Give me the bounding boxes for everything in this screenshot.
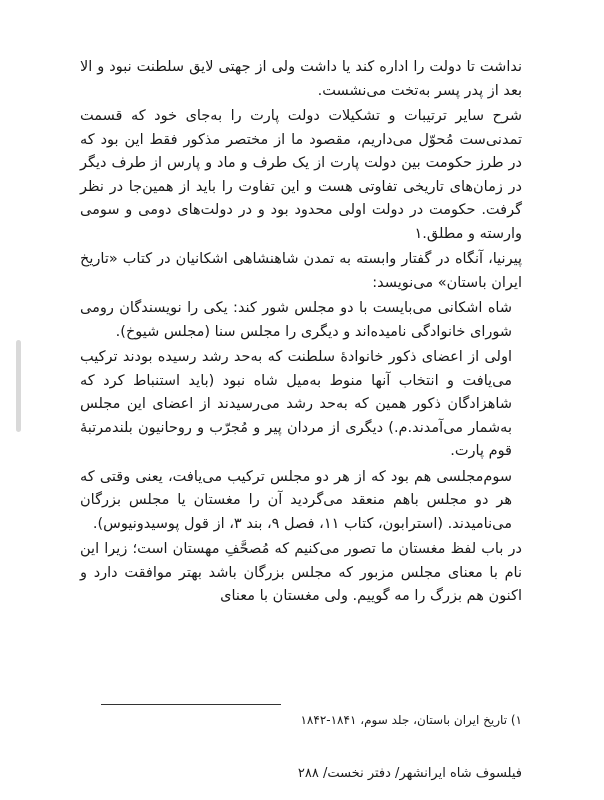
footnote-separator <box>101 704 281 705</box>
quote-paragraph: سوم‌مجلسی هم بود که از هر دو مجلس ترکیب می‌یافت، یعنی وقتی که هر دو مجلس باهم منعقد می‌گردید آن را مغستان یا مجلس بزرگان می‌نامیدند. (استرابون، کتاب ۱۱، فصل ۹، بند ۳، از قول پوسیدونیوس). <box>80 468 512 532</box>
page-body <box>80 56 522 611</box>
footnote: ۱) تاریخ ایران باستان، جلد سوم، ۱۸۴۱-۱۸۴۲ <box>300 713 522 727</box>
quote-paragraph: شاه اشکانی می‌بایست با دو مجلس شور کند: یکی را نویسندگان رومی شورای خانوادگی نامیده‌اند و دیگری را مجلس سنا (مجلس شیوخ). <box>80 300 512 340</box>
running-footer: فیلسوف شاه ایرانشهر/ دفتر نخست/ ۲۸۸ <box>297 766 522 781</box>
scrollbar-thumb[interactable] <box>16 340 21 432</box>
paragraph: در باب لفظ مغستان ما تصور می‌کنیم که مُصحَّفِ مهستان است؛ زیرا این نام با معنای مجلس مزبور که مجلس بزرگان باشد بهتر موافقت دارد و اکنون هم بزرگ را مه گوییم. ولی مغستان با معنای <box>80 541 522 604</box>
paragraph: پیرنیا، آنگاه در گفتار وابسته به تمدن شاهنشاهی اشکانیان در کتاب «تاریخ ایران باستان» می‌نویسد: <box>80 251 522 291</box>
paragraph: نداشت تا دولت را اداره کند یا داشت ولی از جهتی لایق سلطنت نبود و الا بعد از پدر پسر به‌تخت می‌نشست. <box>80 59 522 99</box>
paragraph: شرح سایر ترتیبات و تشکیلات دولت پارت را به‌جای خود که قسمت تمدنی‌ست مُحوّل می‌داریم، مقصود ما از مختصر مذکور فقط این بود که در طرز حکومت بین دولت پارت از یک طرف و ماد و پارس از طرف دیگر در زمان‌های تاریخی تفاوتی هست و این تفاوت را باید از همین‌جا در نظر گرفت. حکومت در دولت اولی محدود بود و در دولت‌های دومی و سومی وارسته و مطلق.۱ <box>80 108 522 242</box>
quote-paragraph: اولی از اعضای ذکور خانوادهٔ سلطنت که به‌حد رشد رسیده بودند ترکیب می‌یافت و انتخاب آنها منوط به‌میل شاه نبود (باید استنباط کرد که شاهزادگان ذکور همین که به‌حد رشد می‌رسیدند از اعضای این مجلس به‌شمار می‌آمدند.م.) دیگری از مردان پیر و مُجرّب و روحانیون بلندمرتبهٔ قوم پارت. <box>80 349 512 459</box>
